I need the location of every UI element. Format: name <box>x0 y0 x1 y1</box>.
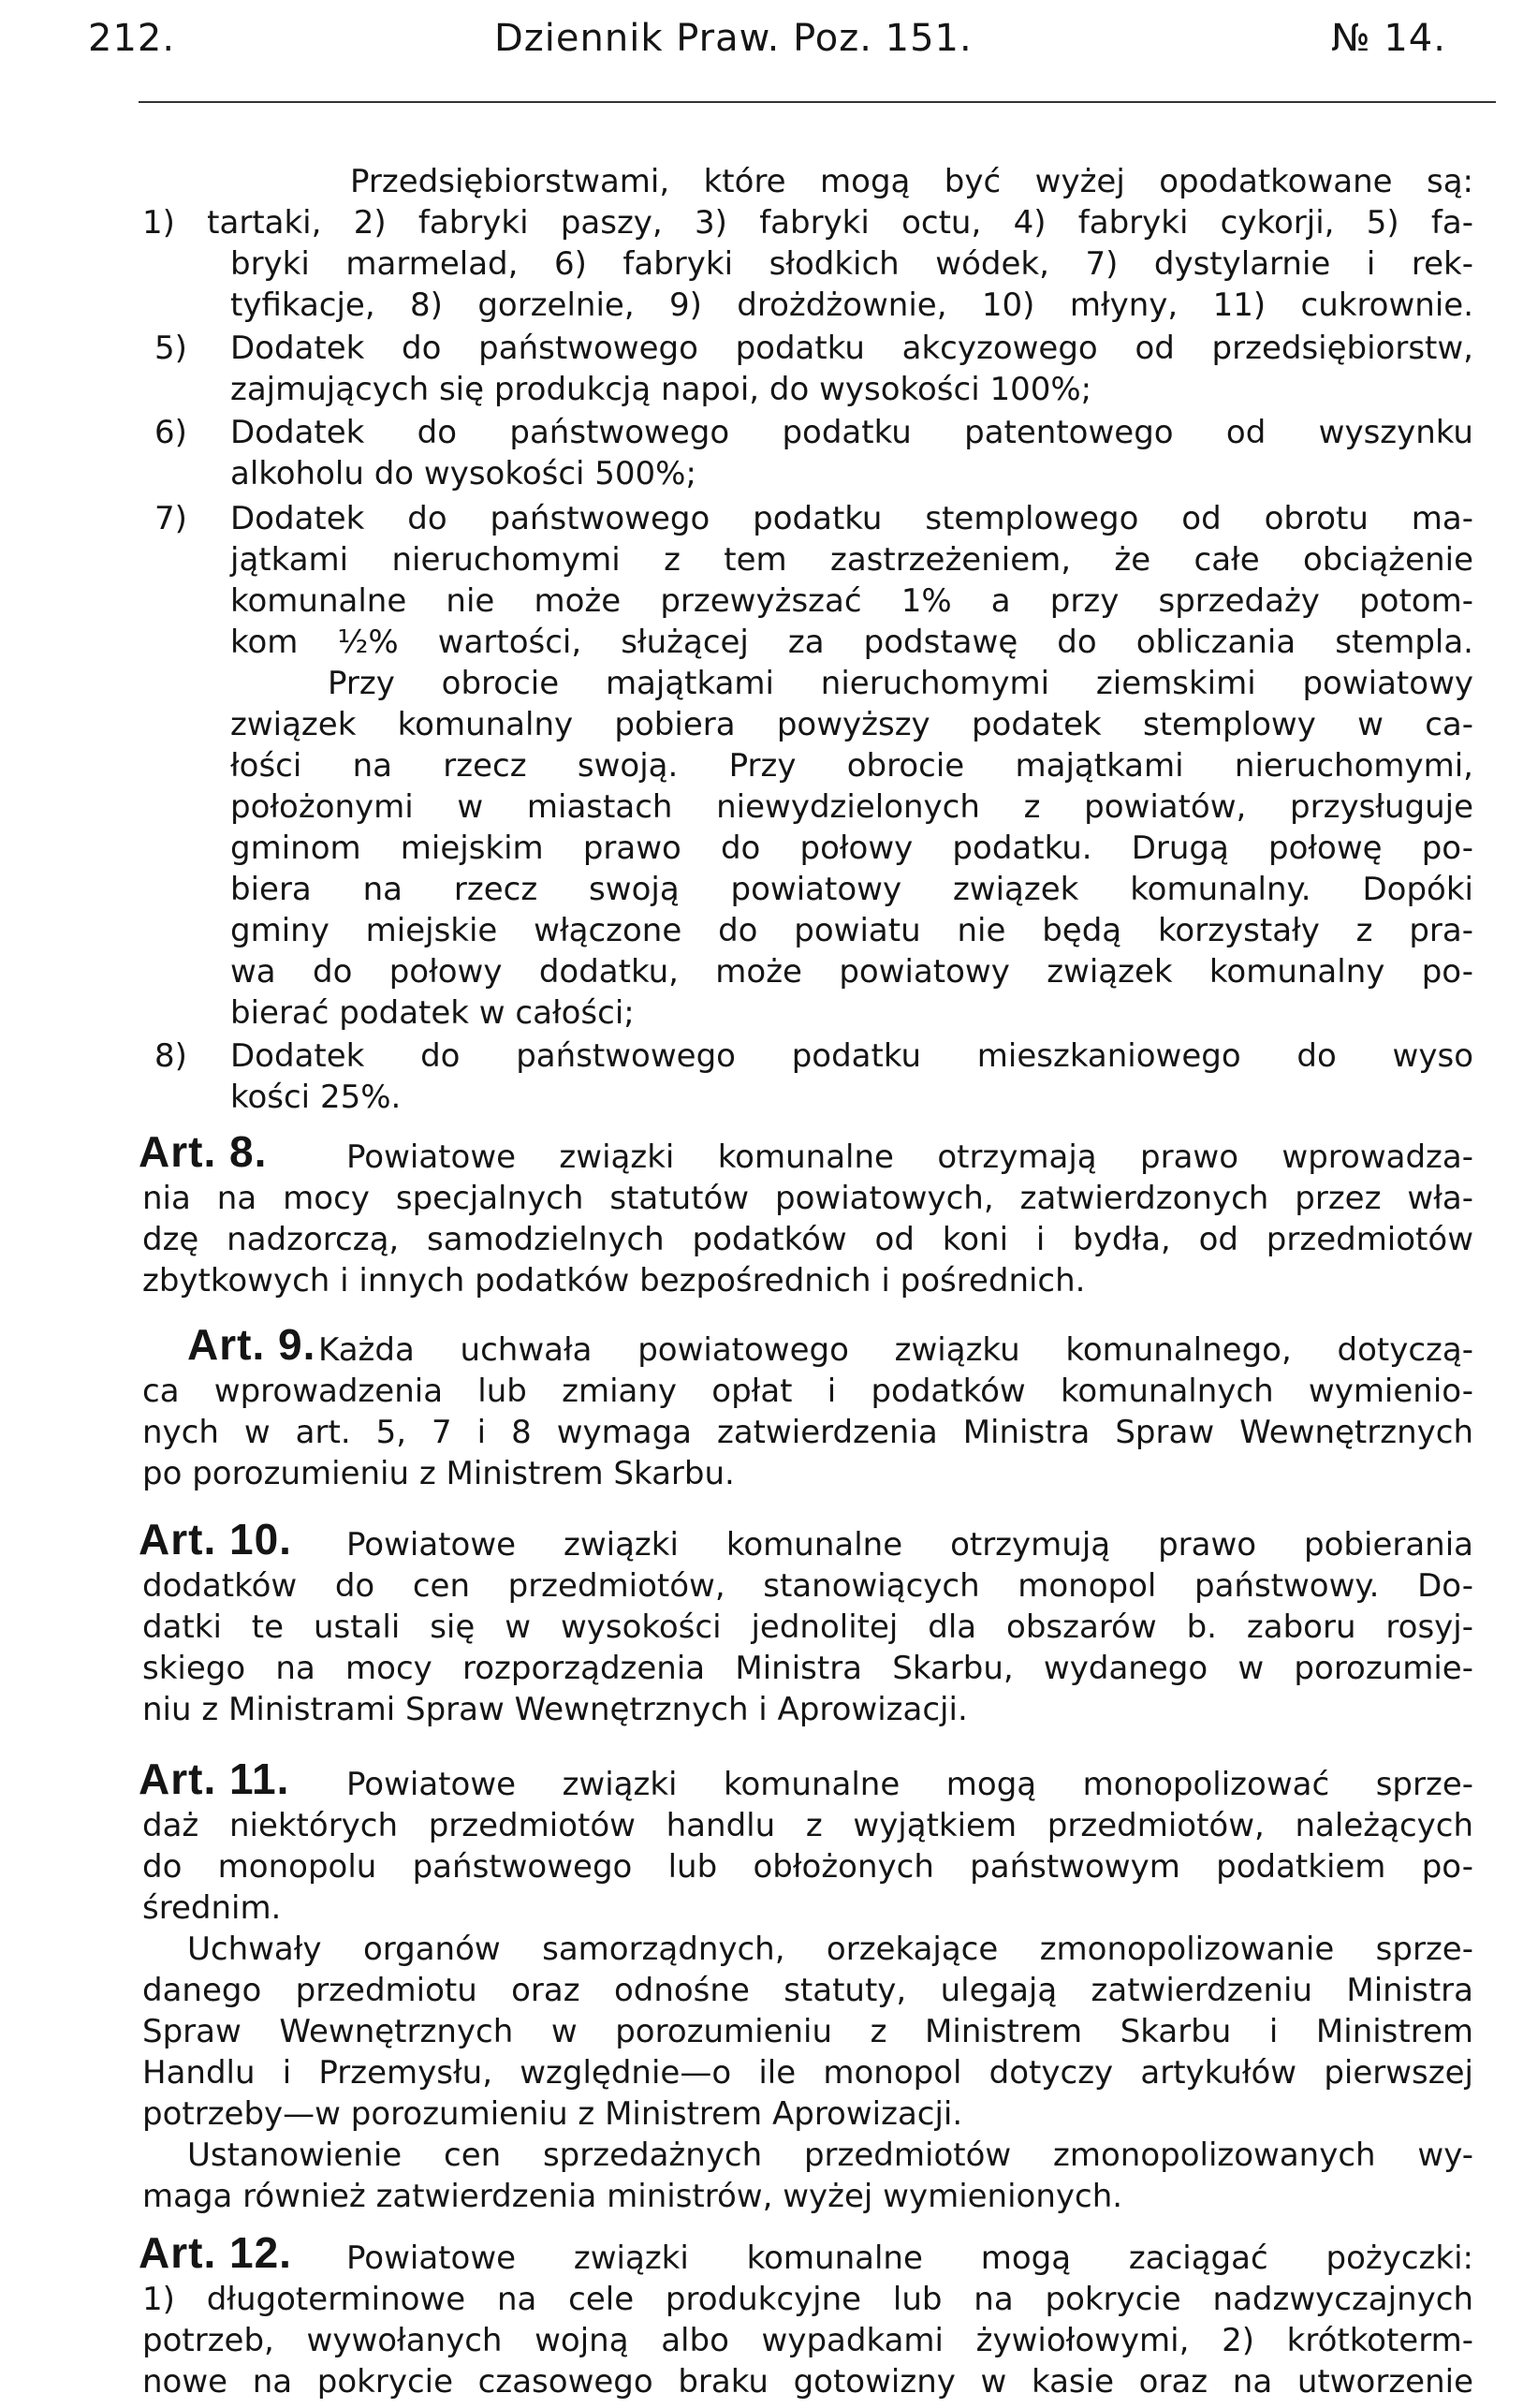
article-line: maga również zatwierdzenia ministrów, wyżej wymienionych. <box>142 2178 1123 2215</box>
item-number: 5) <box>154 330 187 367</box>
article-line: nowe na pokrycie czasowego braku gotowizny w kasie oraz na utworzenie <box>142 2363 1473 2401</box>
item-line: Przy obrocie majątkami nieruchomymi ziemskimi powiatowy <box>328 665 1473 702</box>
article-line: Każda uchwała powiatowego związku komunalnego, dotyczą- <box>318 1331 1473 1369</box>
article-line: nia na mocy specjalnych statutów powiatowych, zatwierdzonych przez wła- <box>142 1180 1473 1217</box>
article-line: 1) długoterminowe na cele produkcyjne lub na pokrycie nadzwyczajnych <box>142 2281 1473 2318</box>
item-number: 6) <box>154 414 187 451</box>
header-rule <box>139 101 1496 103</box>
article-line: Spraw Wewnętrznych w porozumieniu z Ministrem Skarbu i Ministrem <box>142 2013 1473 2050</box>
article-line: danego przedmiotu oraz odnośne statuty, ulegają zatwierdzeniu Ministra <box>142 1972 1473 2009</box>
article-line: nych w art. 5, 7 i 8 wymaga zatwierdzenia Ministra Spraw Wewnętrznych <box>142 1414 1473 1451</box>
article-line: skiego na mocy rozporządzenia Ministra Skarbu, wydanego w porozumie- <box>142 1650 1473 1687</box>
item-number: 7) <box>154 500 187 537</box>
item-line: łości na rzecz swoją. Przy obrocie majątkami nieruchomymi, <box>230 747 1473 785</box>
article-line: ca wprowadzenia lub zmiany opłat i podatków komunalnych wymienio- <box>142 1373 1473 1410</box>
intro-line: bryki marmelad, 6) fabryki słodkich wódek, 7) dystylarnie i rek- <box>230 245 1473 283</box>
item-line: gminom miejskim prawo do połowy podatku. Drugą połowę po- <box>230 830 1473 867</box>
item-line: gminy miejskie włączone do powiatu nie będą korzystały z pra- <box>230 912 1473 949</box>
item-line: kości 25%. <box>230 1079 402 1116</box>
article-line: po porozumieniu z Ministrem Skarbu. <box>142 1455 735 1492</box>
article-line: potrzeb, wywołanych wojną albo wypadkami żywiołowymi, 2) krótkoterm- <box>142 2322 1473 2359</box>
article-line: potrzeby—w porozumieniu z Ministrem Aprowizacji. <box>142 2095 963 2133</box>
page-header <box>0 17 1523 73</box>
article-line: niu z Ministrami Spraw Wewnętrznych i Aprowizacji. <box>142 1691 968 1728</box>
article-line: Handlu i Przemysłu, względnie—o ile monopol dotyczy artykułów pierwszej <box>142 2054 1473 2092</box>
article-line: Ustanowienie cen sprzedażnych przedmiotów zmonopolizowanych wy- <box>187 2136 1473 2174</box>
article-line: średnim. <box>142 1889 282 1927</box>
article-line: Powiatowe związki komunalne mogą monopolizować sprze- <box>346 1766 1473 1803</box>
item-line: alkoholu do wysokości 500%; <box>230 455 696 492</box>
article-label: Art. 10. <box>139 1515 292 1564</box>
intro-line: 1) tartaki, 2) fabryki paszy, 3) fabryki octu, 4) fabryki cykorji, 5) fa- <box>142 204 1473 242</box>
article-label: Art. 9. <box>187 1320 316 1369</box>
item-line: kom ½% wartości, służącej za podstawę do obliczania stempla. <box>230 624 1473 661</box>
item-line: zajmujących się produkcją napoi, do wysokości 100%; <box>230 371 1092 408</box>
article-line: Powiatowe związki komunalne mogą zaciągać pożyczki: <box>346 2239 1473 2277</box>
intro-line: tyfikacje, 8) gorzelnie, 9) drożdżownie, 10) młyny, 11) cukrownie. <box>230 286 1473 324</box>
article-line: zbytkowych i innych podatków bezpośrednich i pośrednich. <box>142 1262 1086 1299</box>
article-line: datki te ustali się w wysokości jednolitej dla obszarów b. zaboru rosyj- <box>142 1608 1473 1646</box>
article-label: Art. 8. <box>139 1127 268 1176</box>
article-line: dzę nadzorczą, samodzielnych podatków od koni i bydła, od przedmiotów <box>142 1221 1473 1258</box>
article-line: dodatków do cen przedmiotów, stanowiących monopol państwowy. Do- <box>142 1567 1473 1605</box>
article-line: daż niektórych przedmiotów handlu z wyjątkiem przedmiotów, należących <box>142 1807 1473 1844</box>
article-label: Art. 11. <box>139 1755 290 1803</box>
item-number: 8) <box>154 1037 187 1075</box>
item-line: Dodatek do państwowego podatku stemplowego od obrotu ma- <box>230 500 1473 537</box>
article-line: Powiatowe związki komunalne otrzymują prawo pobierania <box>346 1526 1473 1564</box>
page-number: 212. <box>88 17 176 60</box>
item-line: bierać podatek w całości; <box>230 994 635 1032</box>
article-line: Uchwały organów samorządnych, orzekające zmonopolizowanie sprze- <box>187 1931 1473 1968</box>
item-line: Dodatek do państwowego podatku akcyzowego od przedsiębiorstw, <box>230 330 1473 367</box>
item-line: związek komunalny pobiera powyższy podatek stemplowy w ca- <box>230 706 1473 743</box>
item-line: komunalne nie może przewyższać 1% a przy sprzedaży potom- <box>230 582 1473 620</box>
article-label: Art. 12. <box>139 2228 292 2277</box>
item-line: Dodatek do państwowego podatku patentowego od wyszynku <box>230 414 1473 451</box>
article-line: Powiatowe związki komunalne otrzymają prawo wprowadza- <box>346 1138 1473 1176</box>
intro-line: Przedsiębiorstwami, które mogą być wyżej opodatkowane są: <box>350 163 1473 200</box>
item-line: wa do połowy dodatku, może powiatowy związek komunalny po- <box>230 953 1473 991</box>
issue-number: № 14. <box>1331 17 1446 60</box>
item-line: położonymi w miastach niewydzielonych z powiatów, przysługuje <box>230 788 1473 826</box>
journal-reference: Dziennik Praw. Poz. 151. <box>494 17 973 60</box>
article-line: do monopolu państwowego lub obłożonych państwowym podatkiem po- <box>142 1848 1473 1886</box>
item-line: Dodatek do państwowego podatku mieszkaniowego do wyso <box>230 1037 1473 1075</box>
item-line: biera na rzecz swoją powiatowy związek komunalny. Dopóki <box>230 871 1473 908</box>
item-line: jątkami nieruchomymi z tem zastrzeżeniem, że całe obciążenie <box>230 541 1473 579</box>
